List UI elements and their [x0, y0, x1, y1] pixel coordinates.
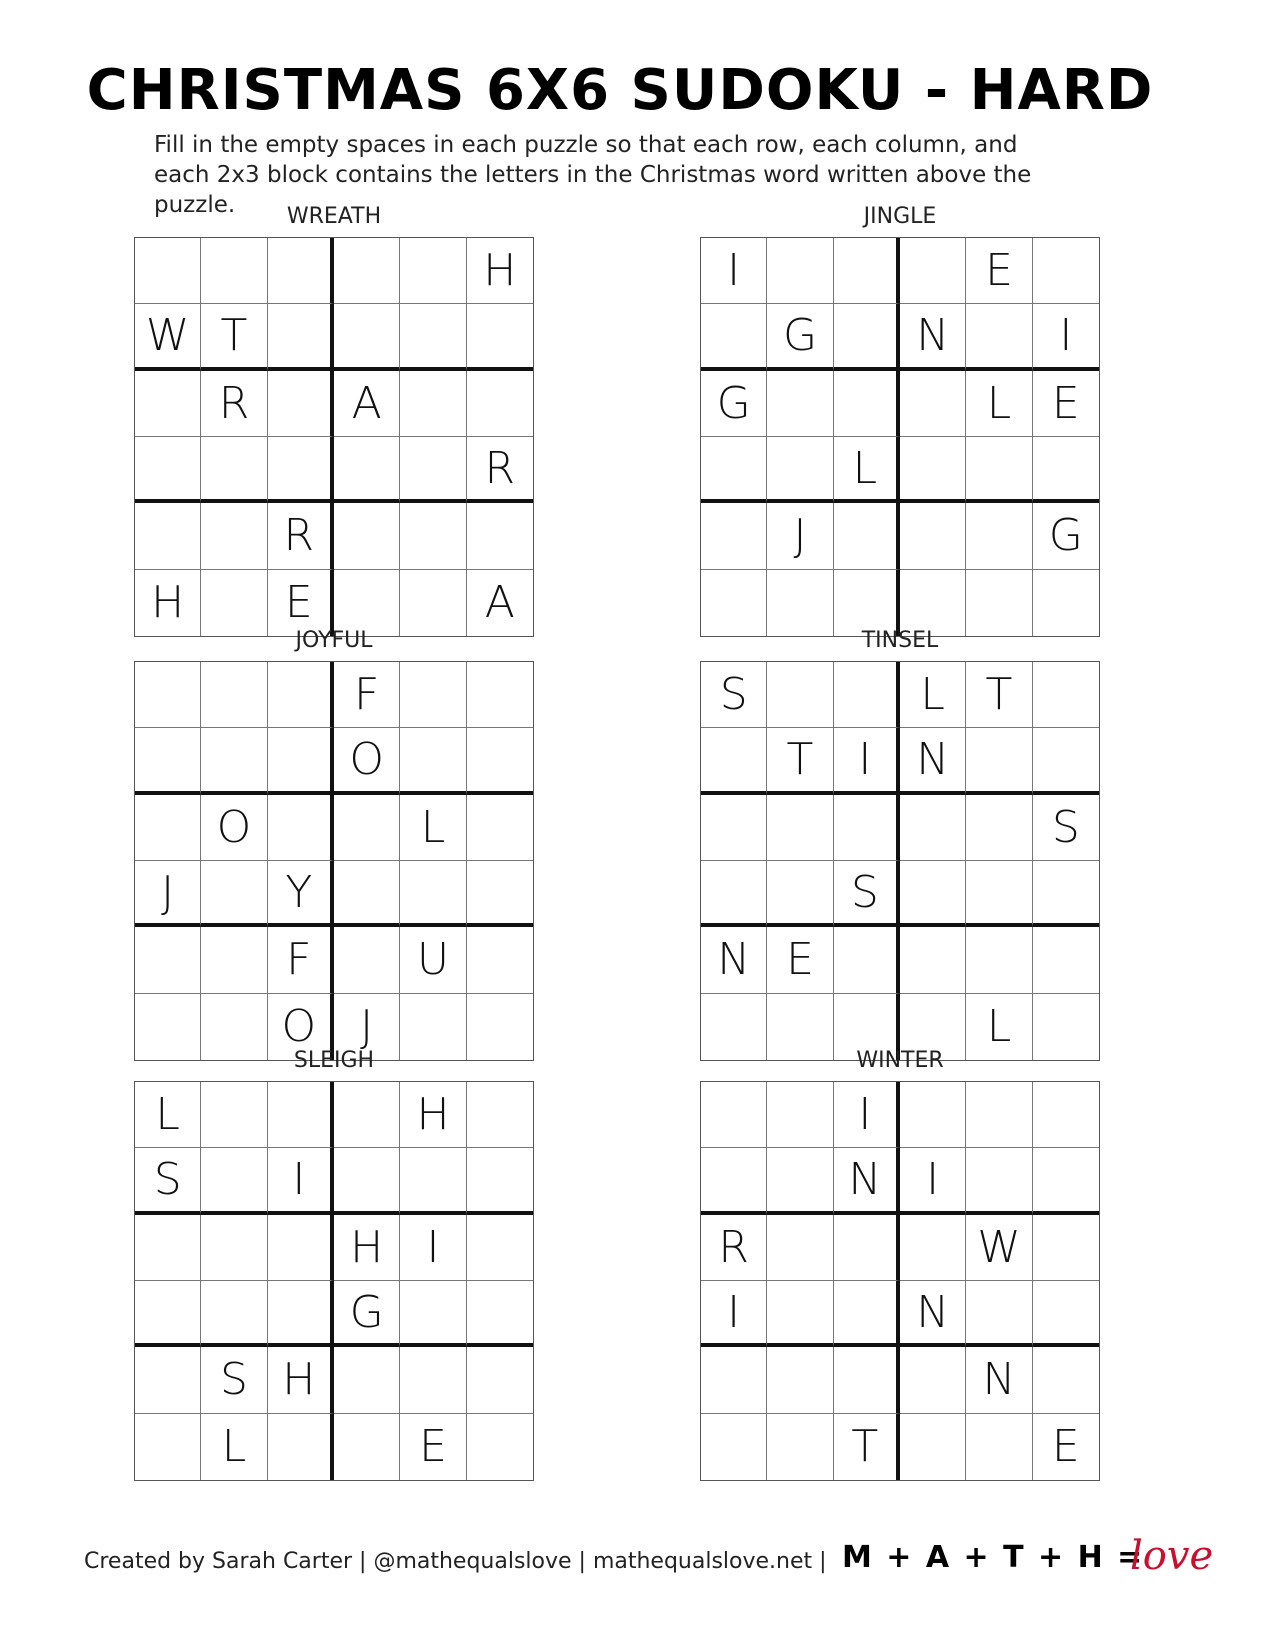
sudoku-cell	[268, 662, 334, 728]
sudoku-cell: E	[1033, 371, 1099, 437]
puzzle-word: WREATH	[286, 204, 382, 229]
sudoku-cell	[834, 570, 900, 636]
sudoku-cell	[767, 1281, 833, 1347]
puzzle-word: SLEIGH	[293, 1048, 375, 1073]
sudoku-cell	[400, 1347, 466, 1413]
sudoku-cell	[966, 304, 1032, 370]
sudoku-cell: L	[834, 437, 900, 503]
sudoku-cell	[1033, 728, 1099, 794]
sudoku-cell	[334, 437, 400, 503]
sudoku-cell	[701, 1414, 767, 1480]
sudoku-cell: J	[767, 503, 833, 569]
sudoku-cell: H	[268, 1347, 334, 1413]
sudoku-cell	[767, 662, 833, 728]
sudoku-cell	[467, 371, 533, 437]
sudoku-cell	[900, 503, 966, 569]
sudoku-cell	[135, 371, 201, 437]
sudoku-cell	[966, 1082, 1032, 1148]
sudoku-cell	[201, 570, 267, 636]
sudoku-cell	[467, 927, 533, 993]
sudoku-cell	[201, 1215, 267, 1281]
sudoku-cell	[467, 1215, 533, 1281]
sudoku-cell	[900, 238, 966, 304]
sudoku-cell	[268, 795, 334, 861]
sudoku-cell	[900, 437, 966, 503]
sudoku-cell	[201, 927, 267, 993]
sudoku-cell	[834, 503, 900, 569]
sudoku-cell: R	[201, 371, 267, 437]
sudoku-cell	[268, 437, 334, 503]
sudoku-cell: N	[900, 728, 966, 794]
sudoku-cell	[467, 1148, 533, 1214]
sudoku-cell	[201, 1281, 267, 1347]
sudoku-cell	[135, 503, 201, 569]
sudoku-cell	[900, 1347, 966, 1413]
sudoku-cell	[135, 1215, 201, 1281]
sudoku-cell	[135, 728, 201, 794]
sudoku-cell	[467, 1082, 533, 1148]
sudoku-cell: G	[334, 1281, 400, 1347]
sudoku-grid	[700, 237, 1100, 637]
sudoku-cell: G	[701, 371, 767, 437]
sudoku-cell	[201, 861, 267, 927]
sudoku-cell	[966, 1414, 1032, 1480]
sudoku-cell: R	[467, 437, 533, 503]
sudoku-grid	[134, 237, 534, 637]
sudoku-cell	[966, 503, 1032, 569]
sudoku-cell	[1033, 1281, 1099, 1347]
sudoku-cell	[900, 570, 966, 636]
sudoku-cell	[467, 662, 533, 728]
footer-credit: Created by Sarah Carter | @mathequalslove | mathequalslove.net |	[84, 1549, 827, 1574]
sudoku-cell	[701, 728, 767, 794]
sudoku-cell: O	[334, 728, 400, 794]
sudoku-cell	[701, 861, 767, 927]
sudoku-cell	[201, 238, 267, 304]
sudoku-cell	[900, 795, 966, 861]
sudoku-cell	[268, 1414, 334, 1480]
sudoku-grid	[700, 661, 1100, 1061]
sudoku-cell	[1033, 1082, 1099, 1148]
sudoku-cell: W	[135, 304, 201, 370]
sudoku-cell	[701, 437, 767, 503]
sudoku-cell	[767, 1148, 833, 1214]
sudoku-cell	[268, 1215, 334, 1281]
sudoku-cell: R	[268, 503, 334, 569]
sudoku-cell: I	[834, 1082, 900, 1148]
sudoku-cell: I	[701, 1281, 767, 1347]
sudoku-cell	[334, 304, 400, 370]
sudoku-cell	[1033, 437, 1099, 503]
sudoku-cell	[966, 437, 1032, 503]
sudoku-cell	[767, 1414, 833, 1480]
sudoku-cell: L	[201, 1414, 267, 1480]
sudoku-cell: E	[268, 570, 334, 636]
sudoku-cell	[268, 728, 334, 794]
sudoku-cell: U	[400, 927, 466, 993]
sudoku-cell: T	[966, 662, 1032, 728]
sudoku-cell: I	[400, 1215, 466, 1281]
sudoku-cell	[767, 861, 833, 927]
sudoku-cell	[834, 1347, 900, 1413]
sudoku-cell	[334, 238, 400, 304]
sudoku-cell: G	[1033, 503, 1099, 569]
sudoku-cell	[1033, 662, 1099, 728]
sudoku-cell	[834, 662, 900, 728]
sudoku-cell	[334, 1148, 400, 1214]
sudoku-cell	[767, 238, 833, 304]
sudoku-cell: L	[135, 1082, 201, 1148]
sudoku-cell	[1033, 238, 1099, 304]
sudoku-cell: E	[1051, 1421, 1080, 1473]
sudoku-cell	[467, 795, 533, 861]
sudoku-cell	[135, 1281, 201, 1347]
sudoku-cell: S	[201, 1347, 267, 1413]
sudoku-cell: F	[268, 927, 334, 993]
sudoku-cell	[268, 1281, 334, 1347]
sudoku-cell	[400, 662, 466, 728]
sudoku-cell	[400, 371, 466, 437]
sudoku-cell: I	[268, 1148, 334, 1214]
sudoku-cell: G	[767, 304, 833, 370]
logo-love: love	[1130, 1533, 1214, 1579]
sudoku-cell	[400, 1148, 466, 1214]
sudoku-cell: L	[400, 795, 466, 861]
sudoku-cell	[900, 371, 966, 437]
sudoku-cell: N	[701, 927, 767, 993]
sudoku-cell	[135, 1347, 201, 1413]
puzzle-word: JOYFUL	[295, 628, 373, 653]
sudoku-cell	[1033, 570, 1099, 636]
sudoku-cell	[966, 927, 1032, 993]
page-title: CHRISTMAS 6X6 SUDOKU - HARD	[86, 58, 1154, 123]
puzzle-word: JINGLE	[863, 204, 937, 229]
sudoku-cell	[966, 728, 1032, 794]
sudoku-cell	[400, 238, 466, 304]
sudoku-cell	[467, 728, 533, 794]
sudoku-cell	[767, 1347, 833, 1413]
sudoku-cell: E	[400, 1414, 466, 1480]
sudoku-cell	[334, 1082, 400, 1148]
sudoku-cell	[135, 238, 201, 304]
logo-text: M + A + T + H =	[842, 1540, 1145, 1575]
sudoku-cell: S	[135, 1148, 201, 1214]
sudoku-cell: S	[834, 861, 900, 927]
sudoku-cell	[334, 795, 400, 861]
sudoku-cell	[834, 371, 900, 437]
sudoku-cell	[334, 927, 400, 993]
sudoku-cell	[467, 1281, 533, 1347]
sudoku-cell	[201, 1082, 267, 1148]
sudoku-cell	[966, 795, 1032, 861]
sudoku-cell	[201, 437, 267, 503]
sudoku-cell	[268, 238, 334, 304]
sudoku-cell	[400, 437, 466, 503]
sudoku-cell	[834, 1281, 900, 1347]
sudoku-cell	[701, 503, 767, 569]
sudoku-cell	[767, 437, 833, 503]
sudoku-cell: E	[966, 238, 1032, 304]
sudoku-cell	[334, 1414, 400, 1480]
sudoku-cell	[400, 728, 466, 794]
sudoku-cell	[201, 728, 267, 794]
sudoku-cell: N	[966, 1347, 1032, 1413]
sudoku-cell	[767, 1082, 833, 1148]
sudoku-cell	[135, 795, 201, 861]
sudoku-cell: T	[201, 304, 267, 370]
sudoku-cell	[135, 1414, 201, 1480]
sudoku-cell: S	[1033, 795, 1099, 861]
sudoku-cell: A	[484, 577, 515, 629]
sudoku-cell	[400, 570, 466, 636]
sudoku-cell	[467, 1414, 533, 1480]
sudoku-cell	[135, 662, 201, 728]
sudoku-cell	[268, 1082, 334, 1148]
sudoku-cell	[1033, 1148, 1099, 1214]
sudoku-cell	[400, 1281, 466, 1347]
sudoku-cell	[966, 861, 1032, 927]
sudoku-cell	[467, 304, 533, 370]
sudoku-cell	[201, 662, 267, 728]
sudoku-cell	[1033, 1215, 1099, 1281]
sudoku-cell	[767, 795, 833, 861]
sudoku-cell: I	[900, 1148, 966, 1214]
sudoku-cell	[135, 437, 201, 503]
sudoku-cell: H	[135, 570, 201, 636]
sudoku-cell	[467, 1347, 533, 1413]
sudoku-cell	[701, 1148, 767, 1214]
sudoku-cell	[834, 795, 900, 861]
sudoku-cell: N	[900, 1281, 966, 1347]
sudoku-cell: I	[701, 238, 767, 304]
sudoku-cell	[701, 1082, 767, 1148]
sudoku-cell	[201, 503, 267, 569]
sudoku-cell: F	[334, 662, 400, 728]
sudoku-cell	[834, 238, 900, 304]
sudoku-cell: W	[966, 1215, 1032, 1281]
sudoku-cell: O	[201, 795, 267, 861]
sudoku-cell: H	[467, 238, 533, 304]
sudoku-cell	[201, 1148, 267, 1214]
sudoku-cell	[701, 795, 767, 861]
sudoku-cell	[701, 304, 767, 370]
sudoku-cell	[400, 503, 466, 569]
sudoku-cell	[334, 861, 400, 927]
sudoku-cell	[135, 927, 201, 993]
sudoku-cell: R	[701, 1215, 767, 1281]
sudoku-cell	[467, 503, 533, 569]
sudoku-cell	[900, 861, 966, 927]
puzzle-word: WINTER	[856, 1048, 944, 1073]
sudoku-grid	[134, 661, 534, 1061]
sudoku-cell	[834, 304, 900, 370]
sudoku-cell: I	[834, 728, 900, 794]
sudoku-cell	[966, 1148, 1032, 1214]
sudoku-cell: N	[900, 304, 966, 370]
sudoku-cell	[767, 1215, 833, 1281]
sudoku-cell	[1033, 927, 1099, 993]
sudoku-cell	[900, 1082, 966, 1148]
sudoku-cell	[334, 570, 400, 636]
sudoku-cell: L	[966, 371, 1032, 437]
sudoku-cell	[900, 927, 966, 993]
sudoku-cell: J	[334, 994, 400, 1060]
sudoku-cell	[1033, 1347, 1099, 1413]
sudoku-cell: E	[767, 927, 833, 993]
sudoku-cell: N	[834, 1148, 900, 1214]
sudoku-cell	[1033, 861, 1099, 927]
sudoku-cell: J	[135, 861, 201, 927]
sudoku-grid	[134, 1081, 534, 1481]
sudoku-cell	[767, 371, 833, 437]
instructions: Fill in the empty spaces in each puzzle so that each row, each column, and each 2x3 block contains the letters in the Christmas word written above the puzzle.	[154, 132, 1032, 218]
sudoku-cell	[701, 1347, 767, 1413]
sudoku-cell	[966, 1281, 1032, 1347]
sudoku-cell	[900, 1414, 966, 1480]
sudoku-cell	[400, 304, 466, 370]
sudoku-cell	[834, 927, 900, 993]
sudoku-grid	[700, 1081, 1100, 1481]
sudoku-cell	[268, 371, 334, 437]
sudoku-cell: T	[834, 1414, 900, 1480]
sudoku-cell	[900, 1215, 966, 1281]
sudoku-cell	[334, 1347, 400, 1413]
sudoku-cell	[834, 1215, 900, 1281]
sudoku-cell: L	[900, 662, 966, 728]
sudoku-cell: H	[334, 1215, 400, 1281]
puzzle-word: TINSEL	[861, 628, 939, 653]
sudoku-cell	[701, 570, 767, 636]
sudoku-cell: Y	[268, 861, 334, 927]
sudoku-cell	[467, 861, 533, 927]
sudoku-cell	[268, 304, 334, 370]
sudoku-cell: H	[400, 1082, 466, 1148]
sudoku-cell	[767, 570, 833, 636]
sudoku-cell: L	[966, 994, 1032, 1060]
sudoku-cell: I	[1033, 304, 1099, 370]
sudoku-cell	[400, 861, 466, 927]
sudoku-cell: A	[334, 371, 400, 437]
sudoku-cell	[966, 570, 1032, 636]
sudoku-cell: T	[767, 728, 833, 794]
sudoku-cell: S	[701, 662, 767, 728]
sudoku-cell: O	[268, 994, 334, 1060]
sudoku-cell	[334, 503, 400, 569]
